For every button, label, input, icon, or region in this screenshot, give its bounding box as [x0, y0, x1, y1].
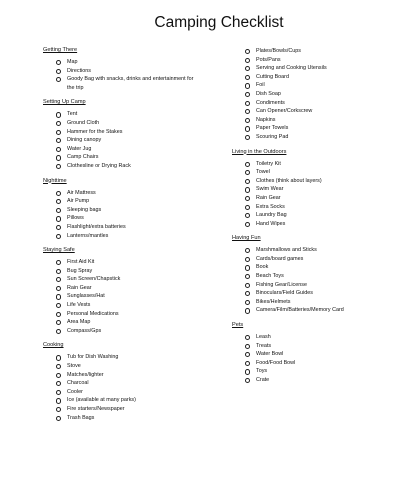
circle-bullet-icon[interactable]	[56, 191, 61, 196]
checklist-item	[232, 64, 392, 73]
checklist-item-label: Fishing Gear/License	[256, 281, 307, 288]
section-heading: Getting There	[43, 47, 78, 53]
checklist-item	[43, 292, 223, 301]
checklist-item	[43, 214, 223, 223]
checklist-item-label: Tub for Dish Washing	[67, 354, 119, 361]
circle-bullet-icon[interactable]	[245, 126, 250, 131]
section-spacer	[232, 228, 392, 235]
circle-bullet-icon[interactable]	[245, 162, 250, 167]
checklist-item-label: Stove	[67, 363, 81, 370]
circle-bullet-icon[interactable]	[56, 60, 61, 65]
circle-bullet-icon[interactable]	[56, 260, 61, 265]
checklist-item-label: Water Jug	[67, 145, 92, 152]
checklist-item	[43, 301, 223, 310]
checklist-item	[232, 342, 392, 351]
section-getting-there	[43, 47, 223, 99]
checklist-item	[232, 133, 392, 142]
circle-bullet-icon[interactable]	[245, 265, 250, 270]
circle-bullet-icon[interactable]	[56, 416, 61, 421]
checklist-item-label: Air Pump	[67, 198, 90, 205]
checklist-item	[43, 232, 223, 241]
checklist-item-label: Binoculars/Field Guides	[256, 290, 313, 297]
section-spacer	[43, 171, 223, 178]
checklist-item	[232, 306, 392, 315]
checklist-item	[232, 99, 392, 108]
circle-bullet-icon[interactable]	[245, 335, 250, 340]
checklist-item	[232, 56, 392, 65]
circle-bullet-icon[interactable]	[56, 381, 61, 386]
checklist-item-label: Beach Toys	[256, 273, 284, 280]
section-heading: Staying Safe	[43, 247, 75, 254]
section-heading: Cooking	[43, 342, 64, 349]
checklist-item-label: Pots/Pans	[256, 56, 281, 63]
section-having-fun	[232, 235, 392, 322]
checklist-item	[232, 90, 392, 99]
circle-bullet-icon[interactable]	[245, 283, 250, 288]
circle-bullet-icon[interactable]	[245, 66, 250, 71]
circle-bullet-icon[interactable]	[56, 269, 61, 274]
checklist	[232, 47, 392, 142]
circle-bullet-icon[interactable]	[245, 109, 250, 114]
circle-bullet-icon[interactable]	[56, 277, 61, 282]
checklist-item	[43, 58, 223, 67]
checklist-item	[43, 84, 223, 93]
checklist-item	[43, 362, 223, 371]
checklist-item-label: Condiments	[256, 99, 285, 106]
section-heading: Having Fun	[232, 235, 261, 242]
checklist-item	[232, 272, 392, 281]
checklist-item-label: Serving and Cooking Utensils	[256, 65, 327, 72]
checklist-item	[232, 281, 392, 290]
checklist-item	[43, 136, 223, 145]
section-right-continued	[232, 47, 392, 149]
circle-bullet-icon[interactable]	[245, 101, 250, 106]
circle-bullet-icon[interactable]	[56, 164, 61, 169]
checklist-item	[43, 371, 223, 380]
checklist-item-label: Plates/Bowls/Cups	[256, 48, 301, 54]
checklist-item	[232, 246, 392, 255]
page-title: Camping Checklist	[154, 14, 284, 31]
checklist-item-label: Hand Wipes	[256, 220, 286, 227]
circle-bullet-icon[interactable]	[56, 294, 61, 299]
checklist-item-label: Compass/Gps	[67, 327, 102, 334]
checklist-item-label: Cutting Board	[256, 73, 289, 80]
checklist-item-label: Scouring Pad	[256, 133, 289, 140]
checklist-item	[232, 263, 392, 272]
circle-bullet-icon[interactable]	[56, 138, 61, 143]
checklist-item-label: Extra Socks	[256, 203, 285, 210]
checklist-item-label: Laundry Bag	[256, 212, 287, 219]
checklist-item-label: Swim Wear	[256, 186, 284, 193]
section-heading: Nighttime	[43, 177, 67, 184]
checklist-item-label: Paper Towels	[256, 125, 289, 132]
circle-bullet-icon[interactable]	[56, 398, 61, 403]
circle-bullet-icon[interactable]	[56, 373, 61, 378]
checklist-item	[43, 414, 223, 423]
checklist-item	[43, 206, 223, 215]
checklist-item	[232, 194, 392, 203]
checklist-item-label: Fire starters/Newspaper	[67, 406, 125, 412]
checklist-item-label: Camera/Film/Batteries/Memory Card	[256, 307, 344, 314]
checklist	[43, 110, 223, 170]
checklist-item-label: Air Mattress	[67, 189, 96, 196]
checklist-item-label: Crate	[256, 377, 270, 383]
checklist-item-label: Cooler	[67, 388, 83, 395]
circle-bullet-icon[interactable]	[245, 118, 250, 123]
checklist-item-label: Water Bowl	[256, 351, 284, 358]
left-column	[43, 47, 223, 422]
checklist-item-label: Food/Food Bowl	[256, 359, 296, 366]
section-spacer	[43, 335, 223, 342]
checklist-item-label: Area Map	[67, 319, 91, 326]
circle-bullet-icon[interactable]	[245, 222, 250, 227]
section-heading: Setting Up Camp	[43, 99, 86, 106]
circle-bullet-icon[interactable]	[56, 286, 61, 291]
checklist-item-label: Hammer for the Stakes	[67, 128, 123, 135]
checklist	[232, 160, 392, 229]
circle-bullet-icon[interactable]	[245, 361, 250, 366]
checklist-item-label: Can Opener/Corkscrew	[256, 108, 313, 115]
checklist-item	[232, 124, 392, 133]
checklist-item-label: Treats	[256, 342, 272, 349]
checklist-item	[232, 333, 392, 342]
circle-bullet-icon[interactable]	[245, 75, 250, 80]
circle-bullet-icon[interactable]	[245, 257, 250, 262]
checklist-item-label: Lanterns/mantles	[67, 232, 109, 239]
checklist-item	[43, 396, 223, 405]
section-heading: Pets	[232, 322, 244, 329]
section-setting-up-camp	[43, 99, 223, 177]
circle-bullet-icon[interactable]	[245, 83, 250, 88]
section-spacer	[43, 92, 223, 99]
circle-bullet-icon[interactable]	[56, 225, 61, 230]
circle-bullet-icon[interactable]	[56, 329, 61, 334]
circle-bullet-icon[interactable]	[245, 179, 250, 184]
circle-bullet-icon[interactable]	[56, 390, 61, 395]
checklist	[43, 58, 223, 92]
circle-bullet-icon[interactable]	[245, 49, 250, 54]
checklist-item	[43, 405, 223, 414]
circle-bullet-icon[interactable]	[245, 135, 250, 140]
checklist-item	[232, 160, 392, 169]
circle-bullet-icon[interactable]	[56, 208, 61, 213]
checklist-item-label: Flashlight/extra batteries	[67, 223, 126, 230]
circle-bullet-icon[interactable]	[245, 274, 250, 279]
circle-bullet-icon[interactable]	[56, 216, 61, 221]
checklist-item	[232, 211, 392, 220]
checklist-item-label: Marshmallows and Sticks	[256, 247, 317, 254]
checklist-item-label: Sun Screen/Chapstick	[67, 276, 121, 283]
checklist-item-label: Dining canopy	[67, 137, 102, 144]
section-spacer	[232, 315, 392, 322]
checklist-item	[43, 275, 223, 284]
checklist-item	[232, 81, 392, 90]
checklist	[43, 258, 223, 335]
checklist-item	[232, 367, 392, 376]
right-column	[232, 47, 392, 385]
checklist-item-label: Sunglasses/Hat	[67, 293, 105, 300]
circle-bullet-icon[interactable]	[245, 92, 250, 97]
checklist-item	[43, 379, 223, 388]
checklist-item-label: Pillows	[67, 215, 84, 222]
checklist-item-label: Clothesline or Drying Rack	[67, 162, 131, 169]
checklist-item	[232, 47, 392, 56]
checklist-item-label: Dish Soap	[256, 90, 281, 97]
checklist-item	[232, 116, 392, 125]
checklist-item	[43, 267, 223, 276]
circle-bullet-icon[interactable]	[245, 352, 250, 357]
checklist-item-label: Leash	[256, 334, 271, 341]
checklist-item-label: Tent	[67, 111, 78, 118]
checklist-item	[43, 388, 223, 397]
circle-bullet-icon[interactable]	[245, 248, 250, 253]
checklist-item	[43, 162, 223, 171]
checklist-item	[43, 197, 223, 206]
circle-bullet-icon[interactable]	[56, 155, 61, 160]
checklist-item	[43, 258, 223, 267]
section-heading: Living in the Outdoors	[232, 148, 287, 155]
circle-bullet-icon[interactable]	[56, 364, 61, 369]
circle-bullet-icon[interactable]	[56, 199, 61, 204]
circle-bullet-icon[interactable]	[245, 213, 250, 218]
checklist-item-label: Camp Chairs	[67, 154, 99, 161]
checklist-item-label: Toiletry Kit	[256, 160, 281, 167]
section-spacer	[43, 240, 223, 247]
checklist-item-label: the trip	[67, 84, 84, 91]
checklist-item	[232, 203, 392, 212]
checklist-item	[232, 185, 392, 194]
checklist-item	[43, 318, 223, 327]
checklist-item	[232, 350, 392, 359]
section-living-in-the-outdoors	[232, 149, 392, 236]
checklist-item-label: Toys	[256, 368, 268, 375]
circle-bullet-icon[interactable]	[56, 355, 61, 360]
checklist-item-label: Life Vests	[67, 302, 91, 309]
checklist-item-label: Towel	[256, 169, 270, 176]
checklist-item-label: Rain Gear	[67, 284, 92, 291]
circle-bullet-icon[interactable]	[245, 58, 250, 63]
checklist-item	[43, 119, 223, 128]
checklist-item	[43, 353, 223, 362]
checklist-item	[232, 255, 392, 264]
section-staying-safe	[43, 247, 223, 342]
checklist-item	[232, 376, 392, 385]
checklist-item	[43, 223, 223, 232]
checklist-item	[43, 110, 223, 119]
checklist	[232, 333, 392, 385]
circle-bullet-icon[interactable]	[245, 291, 250, 296]
checklist-item	[43, 153, 223, 162]
checklist-item-label: Napkins	[256, 116, 276, 123]
section-nighttime	[43, 178, 223, 248]
circle-bullet-icon[interactable]	[56, 147, 61, 152]
circle-bullet-icon[interactable]	[245, 170, 250, 175]
checklist-item-label: Bikes/Helmets	[256, 298, 291, 305]
checklist-item-label: Charcoal	[67, 380, 89, 387]
checklist-item-label: Ground Cloth	[67, 119, 100, 126]
circle-bullet-icon[interactable]	[245, 187, 250, 192]
checklist-item	[232, 220, 392, 229]
checklist-item	[43, 284, 223, 293]
checklist-item	[232, 289, 392, 298]
circle-bullet-icon[interactable]	[245, 369, 250, 374]
checklist-item	[232, 359, 392, 368]
checklist-item-label: Clothes (think about layers)	[256, 177, 322, 184]
checklist-item-label: Directions	[67, 67, 91, 74]
checklist-item	[232, 168, 392, 177]
checklist-item-label: Ice (available at many parks)	[67, 397, 136, 404]
circle-bullet-icon[interactable]	[245, 308, 250, 313]
checklist-item	[232, 177, 392, 186]
checklist-item	[232, 107, 392, 116]
checklist-item	[232, 73, 392, 82]
checklist-item-label: Sleeping bags	[67, 206, 102, 213]
circle-bullet-icon[interactable]	[245, 300, 250, 305]
circle-bullet-icon[interactable]	[56, 77, 61, 82]
checklist-item-label: Trash Bags	[67, 414, 95, 421]
circle-bullet-icon[interactable]	[56, 312, 61, 317]
circle-bullet-icon[interactable]	[56, 112, 61, 117]
checklist-item	[43, 327, 223, 336]
circle-bullet-icon[interactable]	[56, 121, 61, 126]
checklist-item-label: Personal Medications	[67, 310, 119, 317]
checklist-item-label: Goody Bag with snacks, drinks and entertainment for	[67, 76, 194, 83]
checklist-item-label: Cards/board games	[256, 255, 304, 262]
checklist	[232, 246, 392, 315]
checklist-item-label: First Aid Kit	[67, 259, 95, 266]
checklist	[43, 189, 223, 241]
checklist-item	[43, 75, 223, 84]
checklist-item-label: Rain Gear	[256, 194, 281, 201]
circle-bullet-icon[interactable]	[245, 344, 250, 349]
circle-bullet-icon[interactable]	[56, 407, 61, 412]
circle-bullet-icon[interactable]	[56, 130, 61, 135]
checklist-item-label: Matches/lighter	[67, 371, 104, 378]
section-cooking	[43, 342, 223, 422]
circle-bullet-icon[interactable]	[245, 378, 250, 383]
checklist-item-label: Bug Spray	[67, 267, 93, 274]
circle-bullet-icon[interactable]	[56, 69, 61, 74]
circle-bullet-icon[interactable]	[56, 320, 61, 325]
checklist-item	[43, 67, 223, 76]
section-spacer	[232, 142, 392, 149]
circle-bullet-icon[interactable]	[56, 303, 61, 308]
checklist-item-label: Book	[256, 264, 269, 271]
circle-bullet-icon[interactable]	[245, 196, 250, 201]
checklist-item	[43, 128, 223, 137]
checklist-item	[43, 189, 223, 198]
checklist	[43, 353, 223, 422]
circle-bullet-icon[interactable]	[56, 234, 61, 239]
circle-bullet-icon[interactable]	[245, 205, 250, 210]
checklist-item	[232, 298, 392, 307]
checklist-item	[43, 145, 223, 154]
checklist-item-label: Map	[67, 59, 78, 65]
checklist-item	[43, 310, 223, 319]
section-pets	[232, 322, 392, 385]
checklist-item-label: Foil	[256, 82, 265, 89]
